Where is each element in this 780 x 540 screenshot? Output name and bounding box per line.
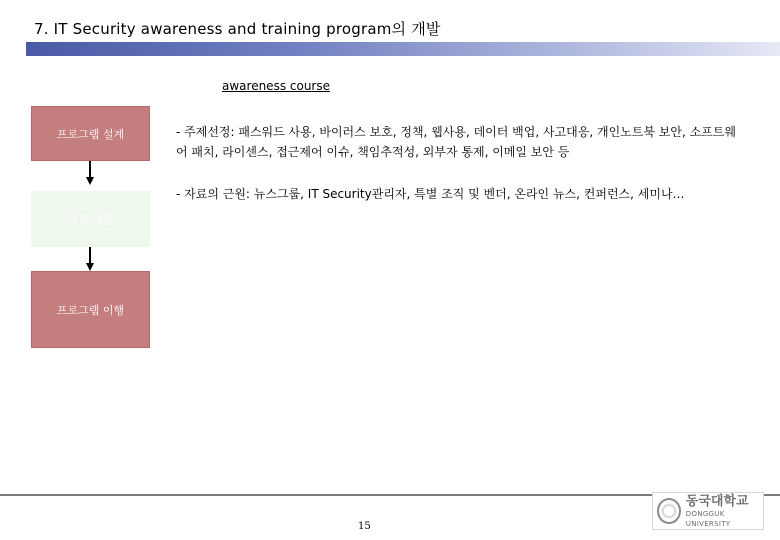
- university-logo: [652, 492, 764, 530]
- bullet-material-sources: - 자료의 근원: 뉴스그룹, IT Security관리자, 특별 조직 및 벤더, 온라인 뉴스, 컨퍼런스, 세미나…: [176, 187, 685, 201]
- logo-text: [686, 494, 763, 529]
- course-heading: awareness course: [222, 79, 330, 93]
- page-number: 15: [358, 521, 371, 532]
- logo-korean-name: 동국대학교: [685, 493, 749, 509]
- bullet-topic-selection: - 주제선정: 패스워드 사용, 바이러스 보호, 정책, 웹사용, 데이터 백업, 사고대응, 개인노트북 보안, 소프트웨어 패치, 라이센스, 접근제어 이슈, 책임추적성, 외부자 통제, 이메일 보안 등: [176, 125, 736, 159]
- flow-step-label: 자료 개발: [67, 213, 114, 226]
- title-underline-bar: [26, 42, 780, 56]
- university-seal-icon: [657, 498, 681, 524]
- logo-english-name: DONGGUK UNIVERSITY: [685, 509, 731, 528]
- flow-arrow-line-2: [89, 247, 91, 264]
- down-arrow-icon: [86, 263, 94, 271]
- down-arrow-icon: [86, 177, 94, 185]
- flow-step-material-development: [31, 191, 150, 247]
- flow-step-program-design: [31, 106, 150, 161]
- slide-title: 7. IT Security awareness and training program의 개발: [34, 20, 441, 38]
- flow-step-label: 프로그램 이행: [56, 303, 125, 317]
- flow-arrow-line-1: [89, 161, 91, 178]
- flow-step-program-implementation: [31, 271, 150, 348]
- flow-step-label: 프로그램 설계: [56, 127, 125, 141]
